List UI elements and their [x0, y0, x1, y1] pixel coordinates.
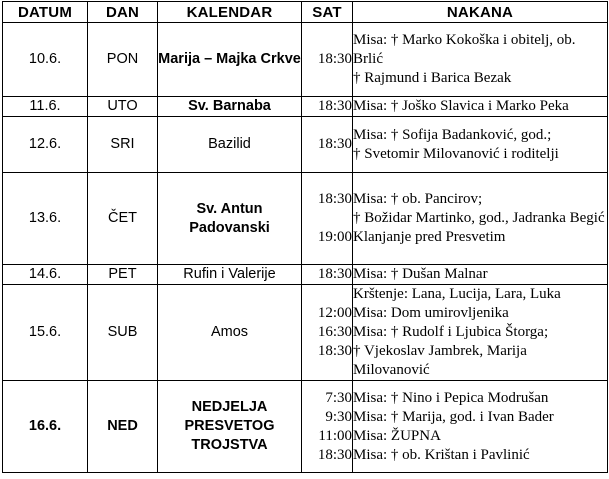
intention-cell	[353, 97, 608, 117]
day-cell: ČET	[88, 173, 158, 265]
day-cell: NED	[88, 381, 158, 473]
time-cell	[302, 23, 353, 97]
date-cell: 13.6.	[3, 173, 88, 265]
schedule-row	[3, 285, 608, 381]
time-entry: 18:30	[317, 191, 352, 207]
schedule-row	[3, 117, 608, 173]
intention-line: Misa: † Marko Kokoška i obitelj, ob. Brlić	[353, 32, 576, 67]
day-cell: UTO	[88, 97, 158, 117]
time-entry: 18:30	[317, 266, 352, 282]
header-datum: DATUM	[3, 2, 88, 23]
schedule-row	[3, 173, 608, 265]
intention-line: † Vjekoslav Jambrek, Marija Milovanović	[353, 343, 527, 378]
intention-line: Misa: † Sofija Badanković, god.;	[353, 126, 552, 143]
intention-line: † Božidar Martinko, god., Jadranka Begić	[353, 210, 605, 226]
feast-cell: Sv. Barnaba	[158, 97, 302, 117]
time-entry: 18:30	[317, 136, 352, 152]
time-cell	[302, 117, 353, 173]
header-row	[3, 2, 608, 23]
intention-line: Misa: † ob. Krištan i Pavlinić	[353, 446, 530, 463]
header-sat: SAT	[302, 2, 353, 23]
date-cell: 10.6.	[3, 23, 88, 97]
schedule-row	[3, 23, 608, 97]
time-entry: 16:30	[317, 324, 352, 340]
intention-line: Misa: Dom umirovljenika	[353, 305, 509, 321]
date-cell: 16.6.	[3, 381, 88, 473]
intention-cell	[353, 265, 608, 285]
time-cell	[302, 381, 353, 473]
time-entry: 11:00	[318, 427, 352, 444]
header-kalendar: KALENDAR	[158, 2, 302, 23]
date-cell: 11.6.	[3, 97, 88, 117]
intention-line: † Svetomir Milovanović i roditelji	[353, 145, 559, 162]
intention-cell	[353, 285, 608, 381]
intention-line: Misa: ŽUPNA	[353, 427, 441, 444]
intention-line: Misa: † Marija, god. i Ivan Bader	[353, 408, 554, 425]
feast-cell: NEDJELJA PRESVETOG TROJSTVA	[158, 381, 302, 473]
schedule-row	[3, 381, 608, 473]
feast-cell: Amos	[158, 285, 302, 381]
time-cell	[302, 97, 353, 117]
time-cell	[302, 285, 353, 381]
day-cell: PET	[88, 265, 158, 285]
intention-line: Misa: † ob. Pancirov;	[353, 191, 483, 207]
date-cell: 14.6.	[3, 265, 88, 285]
intention-line: Misa: † Joško Slavica i Marko Peka	[353, 98, 569, 114]
header-nakana: NAKANA	[353, 2, 608, 23]
time-entry: 18:30	[317, 446, 352, 463]
intention-line: † Rajmund i Barica Bezak	[353, 70, 512, 86]
feast-cell: Rufin i Valerije	[158, 265, 302, 285]
time-entry: 12:00	[317, 305, 352, 321]
header-dan: DAN	[88, 2, 158, 23]
date-cell: 12.6.	[3, 117, 88, 173]
mass-schedule-table	[2, 1, 608, 473]
day-cell: SRI	[88, 117, 158, 173]
time-entry: 9:30	[325, 408, 352, 425]
intention-cell	[353, 381, 608, 473]
intention-line: Misa: † Nino i Pepica Modrušan	[353, 389, 549, 406]
feast-cell: Marija – Majka Crkve	[158, 23, 302, 97]
intention-line: Misa: † Rudolf i Ljubica Štorga;	[353, 324, 549, 340]
schedule-row	[3, 97, 608, 117]
intention-line: Misa: † Dušan Malnar	[353, 266, 488, 282]
feast-cell: Bazilid	[158, 117, 302, 173]
intention-line: Klanjanje pred Presvetim	[353, 229, 506, 245]
time-entry: 7:30	[325, 389, 352, 406]
intention-cell	[353, 117, 608, 173]
day-cell: PON	[88, 23, 158, 97]
date-cell: 15.6.	[3, 285, 88, 381]
intention-line: Krštenje: Lana, Lucija, Lara, Luka	[353, 286, 561, 302]
time-entry: 18:30	[317, 98, 352, 114]
intention-cell	[353, 23, 608, 97]
time-entry: 18:30	[317, 343, 352, 359]
time-entry: 18:30	[317, 51, 352, 67]
time-cell	[302, 173, 353, 265]
feast-cell: Sv. Antun Padovanski	[158, 173, 302, 265]
time-cell	[302, 265, 353, 285]
schedule-row	[3, 265, 608, 285]
time-entry: 19:00	[317, 229, 352, 245]
day-cell: SUB	[88, 285, 158, 381]
intention-cell	[353, 173, 608, 265]
